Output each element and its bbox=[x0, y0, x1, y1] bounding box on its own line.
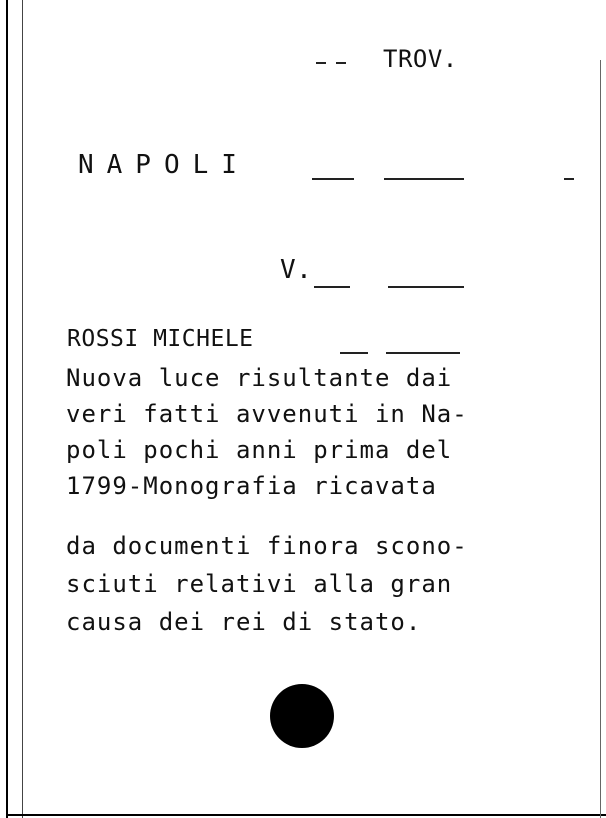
location-mark: TROV. bbox=[383, 45, 458, 73]
title-line: sciuti relativi alla gran bbox=[66, 570, 453, 598]
author-underline bbox=[340, 352, 368, 354]
title-line: Nuova luce risultante dai bbox=[66, 364, 453, 392]
title-line: 1799-Monografia ricavata bbox=[66, 472, 437, 500]
card-right-edge bbox=[600, 60, 601, 818]
city-underline bbox=[384, 178, 464, 180]
volume-underline bbox=[314, 286, 350, 288]
card-margin-line bbox=[22, 0, 23, 818]
title-line: poli pochi anni prima del bbox=[66, 436, 453, 464]
header-dash bbox=[316, 62, 326, 64]
author-name: ROSSI MICHELE bbox=[67, 326, 254, 352]
author-underline bbox=[386, 352, 460, 354]
title-line: da documenti finora scono- bbox=[66, 532, 468, 560]
city-heading: NAPOLI bbox=[78, 150, 250, 180]
city-underline bbox=[312, 178, 354, 180]
punch-hole-icon bbox=[270, 684, 334, 748]
title-line: veri fatti avvenuti in Na- bbox=[66, 400, 468, 428]
card-bottom-edge bbox=[6, 814, 606, 816]
volume-underline bbox=[388, 286, 464, 288]
volume-heading: V. bbox=[280, 255, 313, 285]
header-dash bbox=[336, 62, 346, 64]
city-underline bbox=[564, 178, 574, 180]
card-left-edge bbox=[6, 0, 8, 818]
title-line: causa dei rei di stato. bbox=[66, 608, 422, 636]
